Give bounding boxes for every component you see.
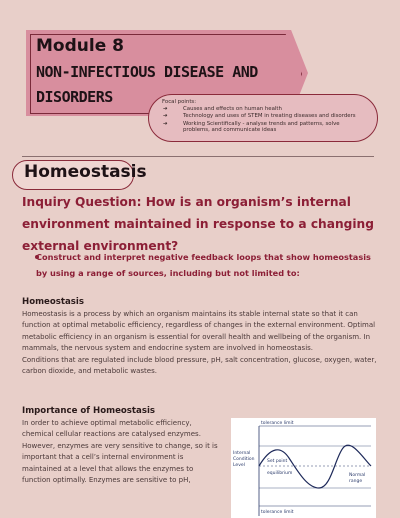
module-label: Module 8 <box>36 36 124 56</box>
focal-point-text: Working Scientifically - analyse trends and patterns, solve problems, and communicate ideas <box>183 120 340 134</box>
graph-lower-label: tolerance limit <box>261 510 294 515</box>
syllabus-point: Construct and interpret negative feedback loops that show homeostasis by using a range of sources, including but not limited to: <box>36 252 371 278</box>
focal-points-heading: Focal points: <box>162 99 197 105</box>
graph-upper-label: tolerance limit <box>261 421 294 426</box>
homeostasis-graph-drawing <box>231 418 376 518</box>
importance-heading: Importance of Homeostasis <box>22 406 156 416</box>
focal-point-text: Causes and effects on human health <box>183 106 282 112</box>
homeostasis-heading: Homeostasis <box>22 297 84 307</box>
graph-y-label-2: Condition <box>233 457 255 462</box>
graph-y-label-1: Internal <box>233 451 251 456</box>
importance-paragraph: In order to achieve optimal metabolic efficiency, chemical cellular reactions are catalysed enzymes. However, enzymes are very sensitive to change, so it is important that a cell’s internal environment is maintained at a level that allows the enzymes to function optimally. Enzymes are sensitive to pH, <box>22 419 218 485</box>
homeostasis-paragraph-1: Homeostasis is a process by which an organism maintains its stable internal state so that it can function at optimal metabolic efficiency, regardless of changes in the external environment. Optimal metabolic efficiency in an organism is essential for overall health and wellbeing of the organism. In mammals, the nervous system and endocrine system are involved in homeostasis. <box>22 310 376 353</box>
module-title-line-2: DISORDERS <box>36 88 113 106</box>
arrow-right-icon: ➔ <box>163 106 168 112</box>
focal-point-item <box>163 106 368 112</box>
focal-point-item <box>163 121 368 134</box>
graph-normal-range-1: Normal <box>349 473 366 478</box>
module-title-line-1: NON-INFECTIOUS DISEASE AND <box>36 63 258 81</box>
focal-point-text: Technology and uses of STEM in treating diseases and disorders <box>183 113 356 120</box>
graph-normal-range-2: range <box>349 479 363 484</box>
homeostasis-paragraph-2: Conditions that are regulated include blood pressure, pH, salt concentration, glucose, oxygen, water, carbon dioxide, and metabolic wastes. <box>22 355 377 376</box>
focal-points-box <box>148 94 378 142</box>
homeostasis-graph <box>231 418 376 518</box>
inquiry-question: Inquiry Question: How is an organism’s internal environment maintained in response to a changing external environment? <box>22 195 374 253</box>
section-divider <box>22 156 374 157</box>
graph-y-label-3: Level <box>233 463 245 468</box>
homeostasis-text <box>22 309 382 377</box>
focal-points-list <box>163 106 368 135</box>
arrow-right-icon: ➔ <box>163 113 168 120</box>
graph-equilibrium-label: equilibrium <box>267 471 293 476</box>
graph-set-point-label: Set point <box>267 459 288 464</box>
section-title: Homeostasis <box>24 162 147 182</box>
arrow-right-icon: ➔ <box>163 120 168 127</box>
focal-point-item <box>163 113 368 119</box>
